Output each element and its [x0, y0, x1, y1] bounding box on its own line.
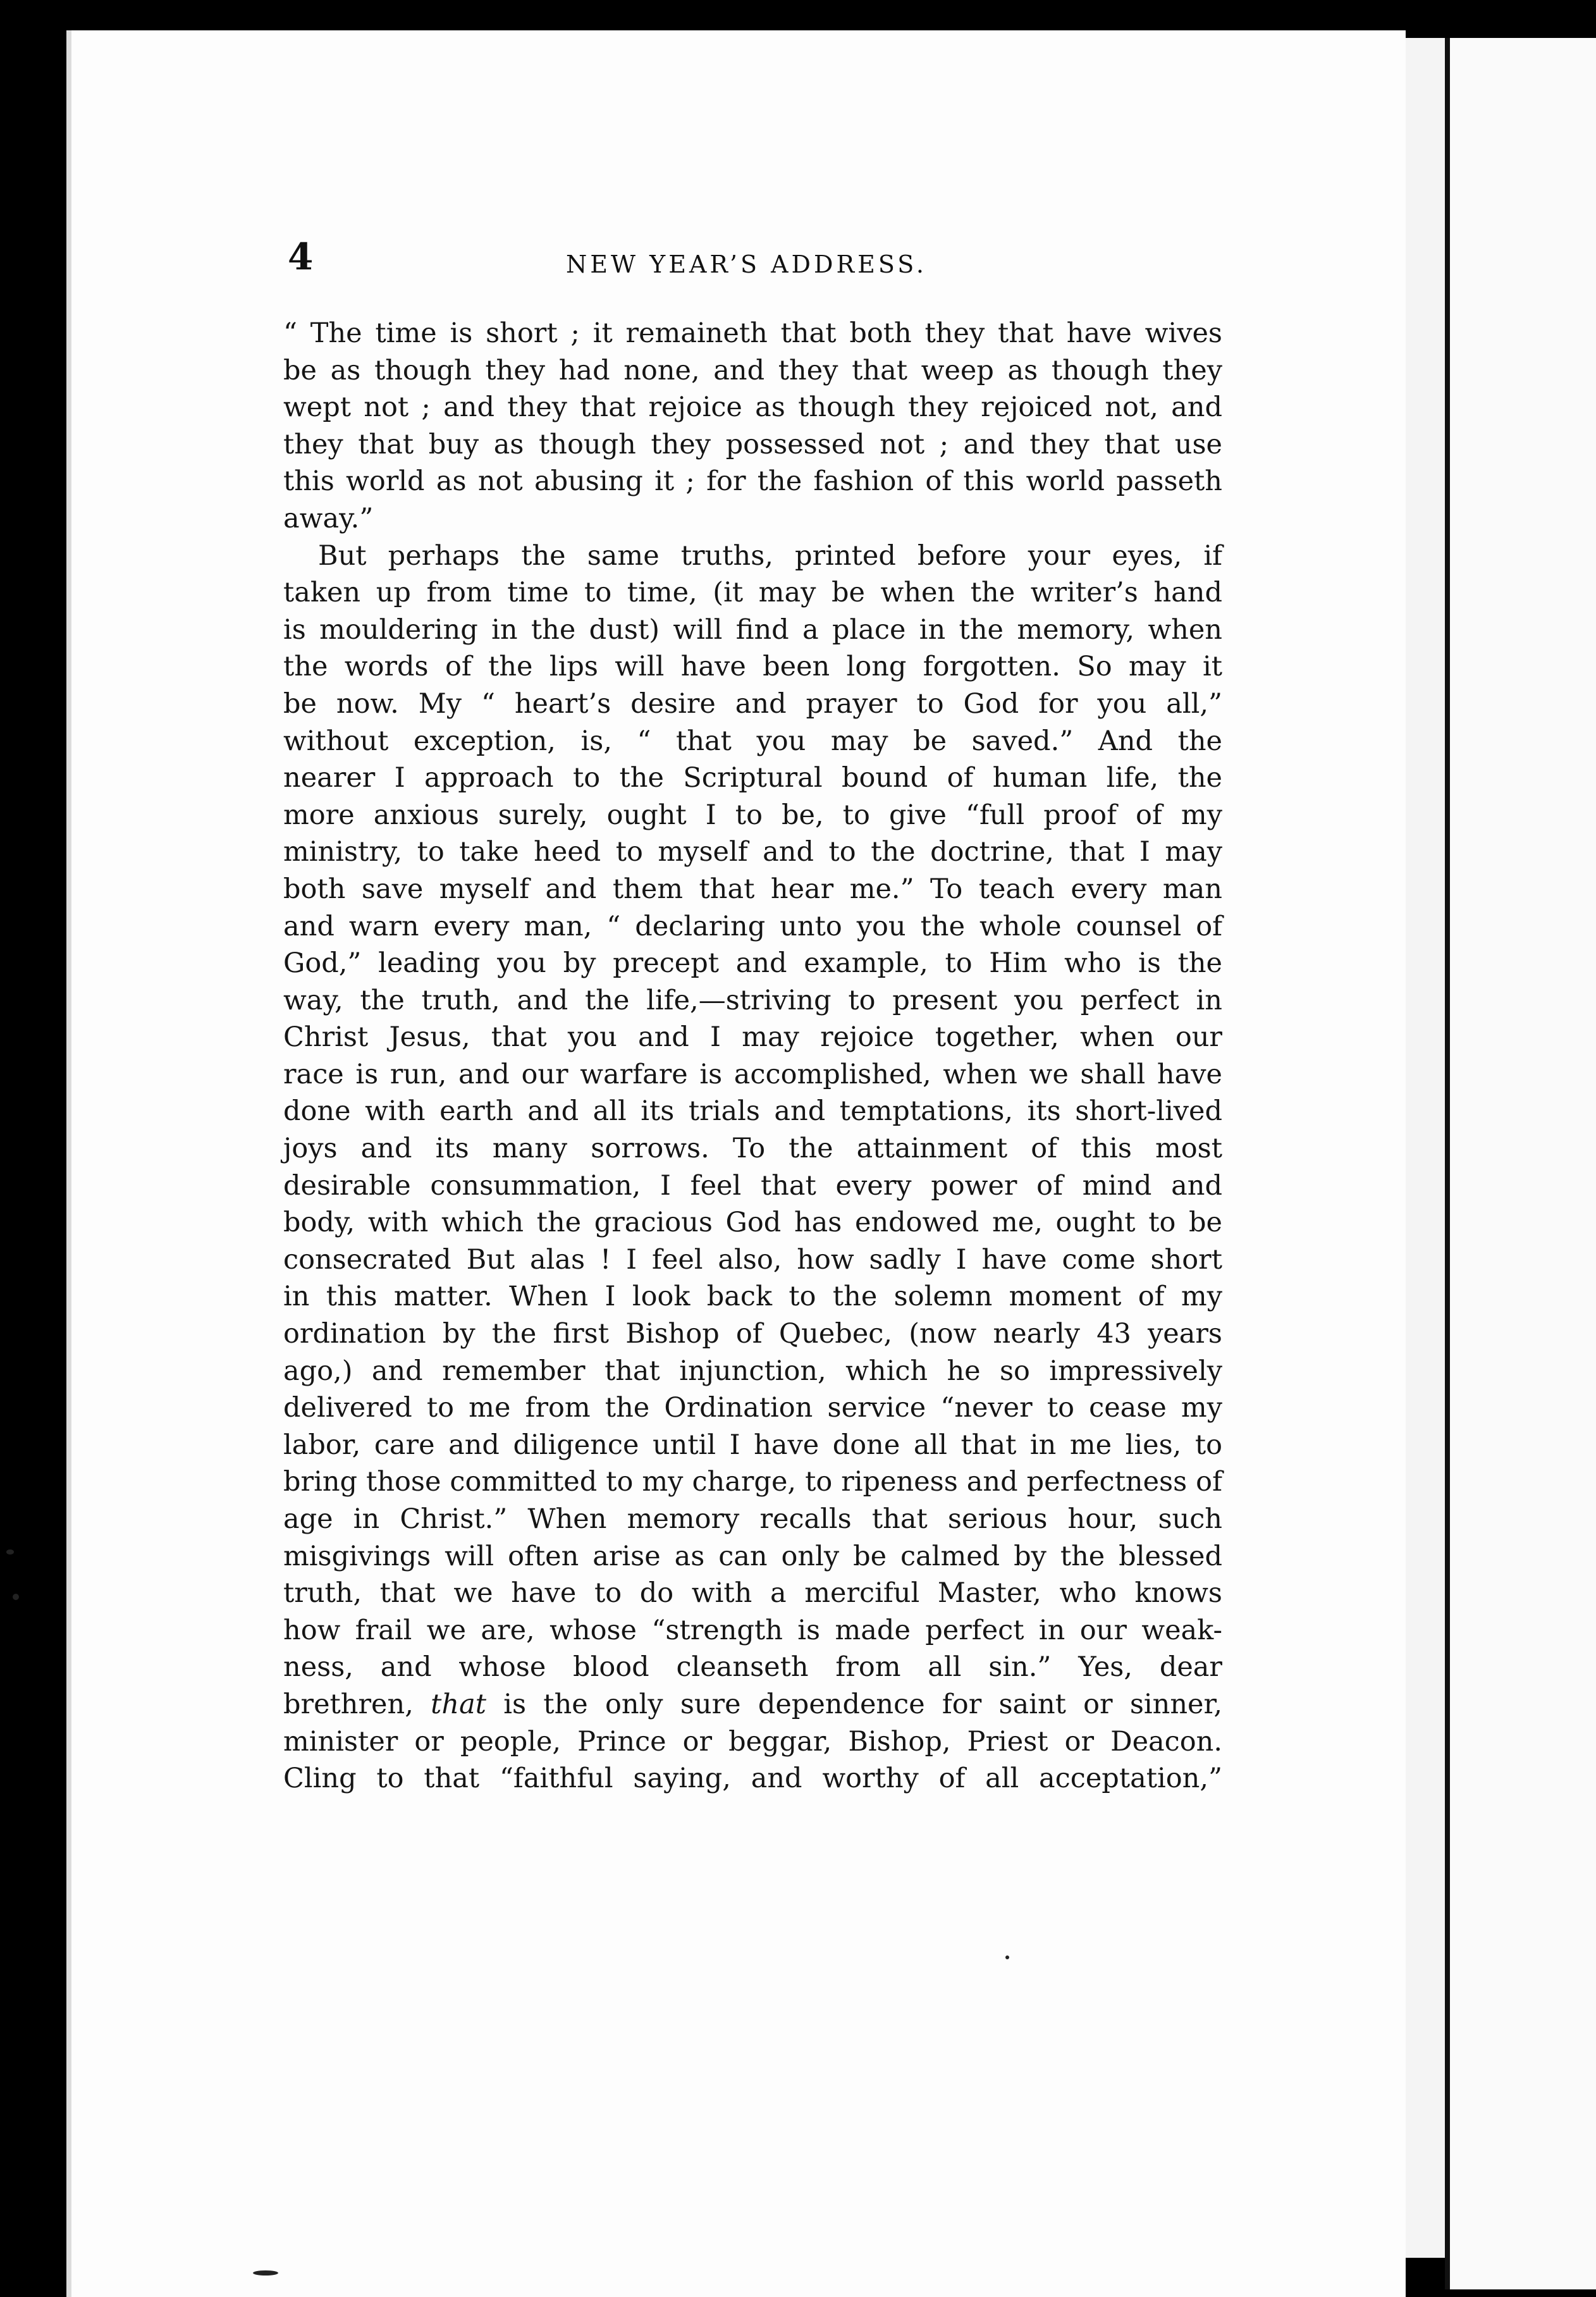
text-line: ministry, to take heed to myself and to the doctrine, that I may	[283, 836, 1222, 868]
page-number: 4	[288, 235, 314, 278]
page-edge	[1406, 38, 1445, 2258]
text-line: more anxious surely, ought I to be, to give “full proof of my	[283, 799, 1222, 831]
text-line: wept not ; and they that rejoice as though they rejoiced not, and	[283, 391, 1222, 424]
text-line: desirable consummation, I feel that every power of mind and	[283, 1169, 1222, 1202]
text-line: age in Christ.” When memory recalls that serious hour, such	[283, 1503, 1222, 1535]
text-line: ordination by the first Bishop of Quebec, (now nearly 43 years	[283, 1318, 1222, 1350]
speck	[6, 1549, 14, 1555]
text-line: truth, that we have to do with a merciful Master, who knows	[283, 1577, 1222, 1610]
text-line: be now. My “ heart’s desire and prayer to God for you all,”	[283, 687, 1222, 720]
text-line: body, with which the gracious God has endowed me, ought to be	[283, 1207, 1222, 1239]
text-line: Cling to that “faithful saying, and worthy of all acceptation,”	[283, 1763, 1222, 1795]
speck	[13, 1594, 19, 1600]
text-fragment: is the only sure dependence for saint or sinner,	[486, 1688, 1222, 1720]
text-line: taken up from time to time, (it may be when the writer’s hand	[283, 577, 1222, 609]
adjacent-page-sliver	[1445, 38, 1596, 2289]
text-line: nearer I approach to the Scriptural bound of human life, the	[283, 762, 1222, 794]
running-title: NEW YEAR’S ADDRESS.	[566, 250, 927, 278]
text-fragment: brethren,	[283, 1688, 431, 1720]
text-line: But perhaps the same truths, printed before your eyes, if	[318, 539, 1222, 572]
text-line: race is run, and our warfare is accomplished, when we shall have	[283, 1058, 1222, 1090]
body-text	[283, 315, 1222, 1797]
text-line: way, the truth, and the life,—striving to present you perfect in	[283, 984, 1222, 1016]
text-line: done with earth and all its trials and temptations, its short-lived	[283, 1095, 1222, 1128]
text-line	[283, 1686, 1222, 1723]
text-line: both save myself and them that hear me.” To teach every man	[283, 873, 1222, 905]
text-line: how frail we are, whose “strength is made perfect in our weak-	[283, 1614, 1222, 1646]
text-line: the words of the lips will have been long forgotten. So may it	[283, 651, 1222, 683]
text-line: bring those committed to my charge, to ripeness and perfectness of	[283, 1466, 1222, 1498]
text-line: minister or people, Prince or beggar, Bishop, Priest or Deacon.	[283, 1725, 1222, 1758]
text-line: “ The time is short ; it remaineth that both they that have wives	[283, 317, 1222, 349]
text-line: misgivings will often arise as can only be calmed by the blessed	[283, 1540, 1222, 1572]
text-line: Christ Jesus, that you and I may rejoice together, when our	[283, 1021, 1222, 1054]
text-line: delivered to me from the Ordination service “never to cease my	[283, 1392, 1222, 1424]
text-line: labor, care and diligence until I have done all that in me lies, to	[283, 1429, 1222, 1461]
text-line: be as though they had none, and they that weep as though they	[283, 354, 1222, 386]
text-line: and warn every man, “ declaring unto you the whole counsel of	[283, 910, 1222, 942]
emphasized-word: that	[431, 1688, 486, 1720]
speck	[253, 2270, 278, 2275]
text-line: ness, and whose blood cleanseth from all sin.” Yes, dear	[283, 1651, 1222, 1684]
text-line: away.”	[283, 502, 374, 534]
speck	[1005, 1955, 1009, 1959]
page-gutter-shadow	[66, 30, 71, 2297]
text-line: joys and its many sorrows. To the attainment of this most	[283, 1133, 1222, 1165]
text-line: consecrated But alas ! I feel also, how sadly I have come short	[283, 1243, 1222, 1276]
text-line: God,” leading you by precept and example, to Him who is the	[283, 947, 1222, 980]
text-line: ago,) and remember that injunction, which he so impressively	[283, 1355, 1222, 1387]
text-line: this world as not abusing it ; for the fashion of this world passeth	[283, 465, 1222, 498]
text-line: they that buy as though they possessed not ; and they that use	[283, 428, 1222, 460]
text-line: is mouldering in the dust) will find a place in the memory, when	[283, 613, 1222, 646]
text-line: without exception, is, “ that you may be saved.” And the	[283, 725, 1222, 757]
text-line: in this matter. When I look back to the solemn moment of my	[283, 1281, 1222, 1313]
